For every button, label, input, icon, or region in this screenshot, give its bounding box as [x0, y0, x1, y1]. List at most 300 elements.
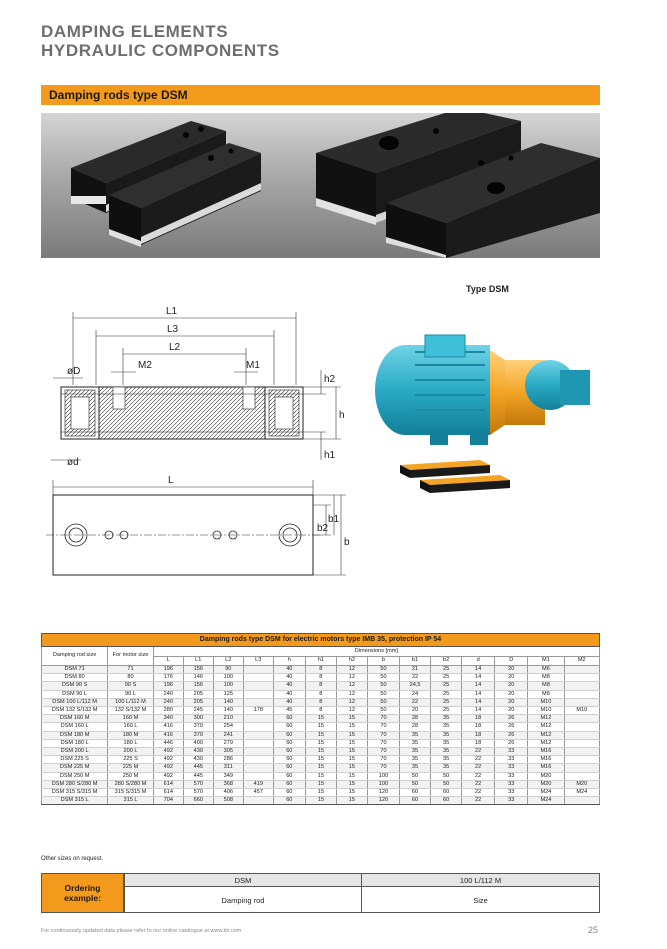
table-cell: 22 — [462, 756, 495, 764]
dim-label-h1: h1 — [324, 450, 336, 461]
table-cell: M10 — [564, 707, 599, 715]
table-cell: 349 — [213, 772, 243, 780]
table-cell: 60 — [431, 797, 462, 805]
table-cell: 35 — [400, 739, 431, 747]
table-cell: M24 — [528, 797, 564, 805]
table-cell: 50 — [367, 674, 399, 682]
table-cell: 40 — [273, 682, 305, 690]
table-cell: M10 — [528, 707, 564, 715]
table-note: Other sizes on request. — [41, 856, 104, 862]
table-cell: 132 S/132 M — [108, 707, 154, 715]
dim-header: L2 — [213, 657, 243, 666]
table-cell: 315 L — [108, 797, 154, 805]
table-cell: 70 — [367, 756, 399, 764]
table-cell: 22 — [462, 789, 495, 797]
table-cell: 12 — [336, 682, 367, 690]
table-cell: 176 — [153, 674, 183, 682]
table-cell — [564, 772, 599, 780]
ordering-desc-size: Size — [473, 895, 488, 905]
dim-label-phiD: øD — [67, 366, 81, 377]
table-cell: 8 — [305, 682, 336, 690]
table-row — [42, 739, 600, 747]
table-cell: 25 — [431, 698, 462, 706]
table-cell: 300 — [183, 715, 213, 723]
table-cell: 225 S — [108, 756, 154, 764]
table-cell: 20 — [495, 707, 528, 715]
table-cell: 205 — [183, 698, 213, 706]
table-row — [42, 780, 600, 788]
table-cell: 22 — [462, 797, 495, 805]
table-cell: 28 — [400, 723, 431, 731]
motor-pump-render — [370, 330, 600, 505]
table-cell: 60 — [273, 780, 305, 788]
table-cell — [564, 682, 599, 690]
table-cell: 570 — [183, 789, 213, 797]
table-cell: 45 — [273, 707, 305, 715]
dim-header: D — [495, 657, 528, 666]
table-cell: 40 — [273, 666, 305, 674]
table-cell: 21 — [400, 666, 431, 674]
table-cell: 160 M — [108, 715, 154, 723]
section-title: Damping rods type DSM — [49, 88, 188, 102]
ordering-label: Ordering example: — [64, 883, 101, 903]
table-cell — [564, 756, 599, 764]
dim-header: h2 — [336, 657, 367, 666]
table-cell: 419 — [243, 780, 273, 788]
table-cell: 50 — [400, 772, 431, 780]
header-line-2: HYDRAULIC COMPONENTS — [41, 41, 280, 60]
table-cell: 15 — [336, 723, 367, 731]
table-cell: 140 — [213, 698, 243, 706]
table-cell: 100 — [213, 682, 243, 690]
table-cell: DSM 90 S — [42, 682, 108, 690]
table-cell — [243, 756, 273, 764]
table-cell: 241 — [213, 731, 243, 739]
table-cell — [564, 666, 599, 674]
table-cell: 15 — [305, 731, 336, 739]
table-cell: 50 — [367, 707, 399, 715]
table-cell: 15 — [336, 772, 367, 780]
dim-label-M2: M2 — [138, 360, 152, 371]
table-cell: 180 L — [108, 739, 154, 747]
table-cell: M8 — [528, 674, 564, 682]
table-cell: M12 — [528, 723, 564, 731]
table-cell: 14 — [462, 707, 495, 715]
table-cell: 15 — [305, 797, 336, 805]
table-cell: 22 — [462, 764, 495, 772]
table-cell: 24 — [400, 690, 431, 698]
table-cell: 8 — [305, 690, 336, 698]
table-cell: 71 — [108, 666, 154, 674]
table-cell: 20 — [495, 674, 528, 682]
table-cell: 15 — [305, 723, 336, 731]
table-cell: DSM 160 M — [42, 715, 108, 723]
table-cell: 15 — [305, 780, 336, 788]
table-cell: 70 — [367, 715, 399, 723]
table-cell: 280 — [153, 707, 183, 715]
table-cell: 660 — [183, 797, 213, 805]
table-cell: 18 — [462, 731, 495, 739]
table-cell: 33 — [495, 780, 528, 788]
table-cell: 205 — [183, 690, 213, 698]
table-cell: DSM 200 L — [42, 748, 108, 756]
ordering-value-type: DSM — [125, 874, 362, 887]
table-cell: 35 — [400, 764, 431, 772]
table-cell: 254 — [213, 723, 243, 731]
table-cell: 8 — [305, 674, 336, 682]
table-cell: 90 S — [108, 682, 154, 690]
table-cell: 14 — [462, 682, 495, 690]
table-cell: 90 — [213, 666, 243, 674]
table-row — [42, 789, 600, 797]
dim-header: d — [462, 657, 495, 666]
table-cell — [243, 666, 273, 674]
table-row — [42, 715, 600, 723]
table-cell — [564, 797, 599, 805]
table-cell: 8 — [305, 666, 336, 674]
table-cell: 33 — [495, 797, 528, 805]
table-cell: 492 — [153, 764, 183, 772]
table-cell: 22 — [462, 748, 495, 756]
table-cell: 35 — [431, 715, 462, 723]
table-cell: 12 — [336, 690, 367, 698]
table-cell: 315 S/315 M — [108, 789, 154, 797]
table-cell: 156 — [183, 682, 213, 690]
table-cell: DSM 225 S — [42, 756, 108, 764]
table-cell: 15 — [305, 756, 336, 764]
table-cell: 35 — [400, 748, 431, 756]
table-cell: 22 — [462, 780, 495, 788]
table-cell: DSM 280 S/280 M — [42, 780, 108, 788]
table-cell: DSM 90 L — [42, 690, 108, 698]
col-header-motor: For motor size — [108, 647, 154, 666]
table-cell: 40 — [273, 690, 305, 698]
table-cell: 18 — [462, 723, 495, 731]
table-cell: 35 — [431, 748, 462, 756]
table-cell: 120 — [367, 789, 399, 797]
table-cell: M16 — [528, 748, 564, 756]
table-cell: 15 — [336, 739, 367, 747]
table-cell — [243, 723, 273, 731]
table-cell — [243, 739, 273, 747]
table-cell: 90 L — [108, 690, 154, 698]
table-cell: 180 M — [108, 731, 154, 739]
dim-header: M1 — [528, 657, 564, 666]
table-row — [42, 666, 600, 674]
table-cell — [243, 715, 273, 723]
table-cell: 26 — [495, 739, 528, 747]
table-cell — [564, 698, 599, 706]
table-cell: 120 — [367, 797, 399, 805]
table-cell: 80 — [108, 674, 154, 682]
table-cell: 406 — [213, 789, 243, 797]
table-cell: M8 — [528, 690, 564, 698]
table-cell: 20 — [400, 707, 431, 715]
table-cell: 8 — [305, 698, 336, 706]
table-cell: 15 — [336, 780, 367, 788]
table-cell: 22 — [400, 674, 431, 682]
table-cell: 40 — [273, 674, 305, 682]
table-cell: 70 — [367, 723, 399, 731]
table-cell: 40 — [273, 698, 305, 706]
dim-label-h2: h2 — [324, 374, 336, 385]
table-row — [42, 797, 600, 805]
table-cell: 12 — [336, 666, 367, 674]
table-cell: 305 — [213, 748, 243, 756]
table-cell — [243, 674, 273, 682]
table-cell: 25 — [431, 682, 462, 690]
table-cell: 50 — [431, 772, 462, 780]
table-row — [42, 674, 600, 682]
table-cell: 20 — [495, 690, 528, 698]
table-cell: 15 — [305, 715, 336, 723]
dimensions-table — [41, 633, 600, 805]
dim-label-M1: M1 — [246, 360, 260, 371]
table-cell: 60 — [273, 731, 305, 739]
table-cell: 25 — [431, 666, 462, 674]
table-cell: 26 — [495, 731, 528, 739]
table-cell: 60 — [273, 748, 305, 756]
table-cell — [243, 772, 273, 780]
table-cell: 18 — [462, 739, 495, 747]
table-cell: 33 — [495, 789, 528, 797]
table-cell: 20 — [495, 698, 528, 706]
dim-header: L1 — [183, 657, 213, 666]
table-cell: DSM 132 S/132 M — [42, 707, 108, 715]
dim-label-L: L — [168, 475, 174, 486]
footer-text: For continuously updated data please refer to our online catalogue at www.ktr.com — [41, 928, 242, 934]
dim-header: M2 — [564, 657, 599, 666]
table-cell: M8 — [528, 682, 564, 690]
table-row — [42, 682, 600, 690]
table-cell: 60 — [273, 789, 305, 797]
col-header-dimensions: Dimensions [mm] — [153, 647, 599, 657]
table-cell: 311 — [213, 764, 243, 772]
table-cell: 370 — [183, 731, 213, 739]
table-row — [42, 723, 600, 731]
table-cell: 492 — [153, 772, 183, 780]
table-cell: DSM 315 S/315 M — [42, 789, 108, 797]
dim-label-h: h — [339, 410, 345, 421]
table-cell — [243, 748, 273, 756]
table-cell: 12 — [336, 698, 367, 706]
type-label: Type DSM — [466, 284, 509, 294]
table-cell: M20 — [528, 772, 564, 780]
table-cell: 125 — [213, 690, 243, 698]
table-cell: 15 — [336, 715, 367, 723]
dim-header: h — [273, 657, 305, 666]
table-cell: 210 — [213, 715, 243, 723]
table-cell — [564, 690, 599, 698]
dim-label-phid: ød — [67, 457, 79, 468]
table-cell: 60 — [273, 772, 305, 780]
table-cell: 26 — [495, 723, 528, 731]
table-cell: 15 — [336, 756, 367, 764]
table-cell — [243, 797, 273, 805]
table-cell: 33 — [495, 748, 528, 756]
table-cell: 250 M — [108, 772, 154, 780]
table-cell: 20 — [495, 682, 528, 690]
table-cell: 200 L — [108, 748, 154, 756]
table-cell: 280 S/280 M — [108, 780, 154, 788]
section-title-bar — [41, 85, 600, 105]
table-cell — [564, 723, 599, 731]
table-row — [42, 707, 600, 715]
table-cell: 140 — [213, 707, 243, 715]
table-cell: 100 — [367, 780, 399, 788]
table-cell: 60 — [431, 789, 462, 797]
table-cell: 15 — [336, 731, 367, 739]
table-cell: 24,5 — [400, 682, 431, 690]
col-header-rod: Damping rod size — [42, 647, 108, 666]
page-number: 25 — [588, 925, 599, 935]
table-cell: M12 — [528, 715, 564, 723]
table-cell: 15 — [305, 739, 336, 747]
table-cell: 60 — [273, 797, 305, 805]
ordering-example-table — [124, 873, 600, 913]
table-cell: 15 — [336, 789, 367, 797]
table-cell: 14 — [462, 674, 495, 682]
table-row — [42, 772, 600, 780]
table-cell: 26 — [495, 715, 528, 723]
table-cell: 12 — [336, 707, 367, 715]
table-cell: 70 — [367, 731, 399, 739]
dim-header: b2 — [431, 657, 462, 666]
table-cell: 22 — [462, 772, 495, 780]
table-cell: 100 — [213, 674, 243, 682]
table-cell: 20 — [495, 666, 528, 674]
table-cell: 25 — [431, 674, 462, 682]
table-cell: 25 — [431, 690, 462, 698]
table-cell: 178 — [243, 707, 273, 715]
table-cell: DSM 100 L/112 M — [42, 698, 108, 706]
table-cell: 430 — [183, 756, 213, 764]
table-cell: 279 — [213, 739, 243, 747]
table-cell: 35 — [431, 723, 462, 731]
table-row — [42, 731, 600, 739]
table-cell: 60 — [400, 789, 431, 797]
table-cell: M24 — [528, 789, 564, 797]
table-cell: 146 — [183, 674, 213, 682]
table-cell: 570 — [183, 780, 213, 788]
table-cell: M24 — [564, 789, 599, 797]
table-cell: 70 — [367, 748, 399, 756]
ordering-label-box — [41, 873, 124, 913]
table-cell: 70 — [367, 764, 399, 772]
table-cell: 28 — [400, 715, 431, 723]
table-row — [42, 698, 600, 706]
table-cell: 14 — [462, 690, 495, 698]
table-cell: 60 — [400, 797, 431, 805]
table-cell: 508 — [213, 797, 243, 805]
table-cell: 457 — [243, 789, 273, 797]
table-cell — [564, 739, 599, 747]
table-cell — [243, 690, 273, 698]
table-cell: 430 — [183, 748, 213, 756]
table-cell: M16 — [528, 756, 564, 764]
table-cell: 15 — [305, 772, 336, 780]
table-cell: 35 — [431, 756, 462, 764]
table-cell: 12 — [336, 674, 367, 682]
table-cell: 35 — [400, 731, 431, 739]
table-cell — [564, 748, 599, 756]
table-cell: 156 — [183, 666, 213, 674]
table-cell: 196 — [153, 682, 183, 690]
table-cell: 240 — [153, 690, 183, 698]
table-cell: 704 — [153, 797, 183, 805]
dim-header: b — [367, 657, 399, 666]
table-cell: 15 — [336, 764, 367, 772]
table-cell — [564, 715, 599, 723]
table-row — [42, 764, 600, 772]
ordering-desc-type: Damping rod — [125, 887, 362, 913]
table-cell: 340 — [153, 715, 183, 723]
table-cell — [564, 674, 599, 682]
table-cell: DSM 180 L — [42, 739, 108, 747]
dim-label-L2: L2 — [169, 342, 181, 353]
table-cell: 416 — [153, 731, 183, 739]
table-cell: 60 — [273, 756, 305, 764]
dim-label-b: b — [344, 537, 350, 548]
table-cell: 50 — [367, 698, 399, 706]
dim-label-L1: L1 — [166, 306, 178, 317]
dim-header: h1 — [305, 657, 336, 666]
table-cell: 14 — [462, 698, 495, 706]
dim-label-b1: b1 — [328, 514, 340, 525]
table-cell: M20 — [528, 780, 564, 788]
table-cell: M16 — [528, 764, 564, 772]
table-cell: 50 — [367, 682, 399, 690]
table-cell: 240 — [153, 698, 183, 706]
table-cell: DSM 225 M — [42, 764, 108, 772]
table-cell: 33 — [495, 756, 528, 764]
table-cell: 100 L/112 M — [108, 698, 154, 706]
table-cell: 50 — [367, 666, 399, 674]
table-cell: 35 — [431, 739, 462, 747]
table-cell: 35 — [400, 756, 431, 764]
table-cell: 60 — [273, 723, 305, 731]
page-header — [41, 22, 280, 60]
table-row — [42, 690, 600, 698]
table-cell: 416 — [153, 723, 183, 731]
table-cell: DSM 250 M — [42, 772, 108, 780]
dim-header: L3 — [243, 657, 273, 666]
table-cell: 196 — [153, 666, 183, 674]
table-cell: 445 — [183, 772, 213, 780]
table-cell — [243, 764, 273, 772]
table-cell: DSM 315 L — [42, 797, 108, 805]
table-cell: 245 — [183, 707, 213, 715]
table-cell: 15 — [336, 797, 367, 805]
table-cell: 60 — [273, 739, 305, 747]
table-cell: DSM 71 — [42, 666, 108, 674]
table-cell: M12 — [528, 731, 564, 739]
table-cell: 446 — [153, 739, 183, 747]
table-title: Damping rods type DSM for electric motors type IMB 35, protection IP 54 — [42, 634, 600, 647]
table-row — [42, 756, 600, 764]
header-line-1: DAMPING ELEMENTS — [41, 22, 229, 41]
technical-drawing — [41, 290, 361, 595]
table-cell: 35 — [431, 731, 462, 739]
table-cell: 18 — [462, 715, 495, 723]
table-cell — [243, 731, 273, 739]
table-cell: 286 — [213, 756, 243, 764]
table-cell: 15 — [336, 748, 367, 756]
table-row — [42, 748, 600, 756]
product-photo — [41, 113, 600, 258]
table-cell: 22 — [400, 698, 431, 706]
table-cell: 492 — [153, 748, 183, 756]
